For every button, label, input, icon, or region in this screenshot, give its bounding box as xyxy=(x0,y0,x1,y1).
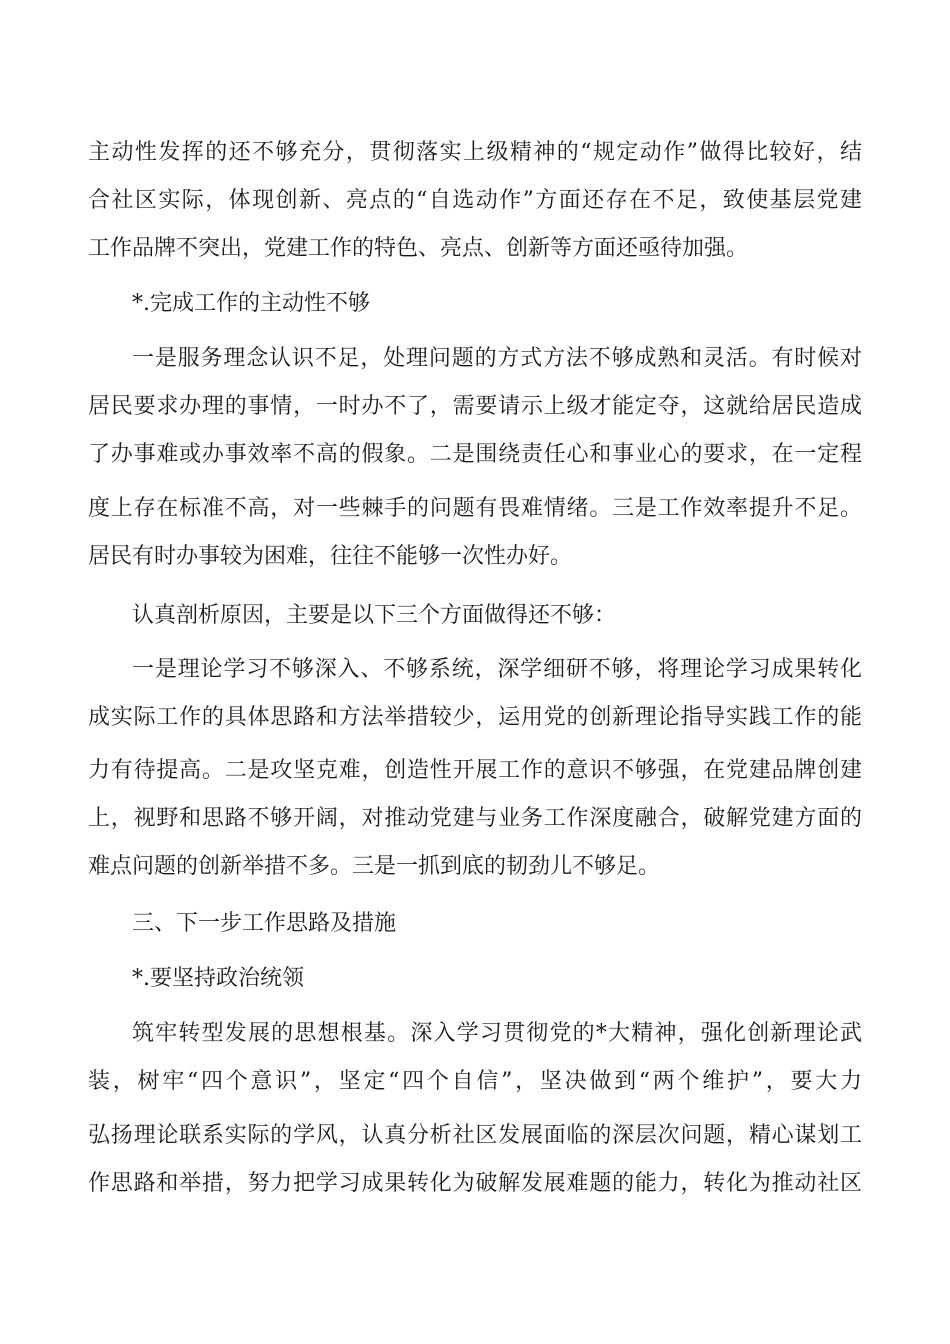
paragraph-line: 工作品牌不突出，党建工作的特色、亮点、创新等方面还亟待加强。 xyxy=(88,236,749,261)
paragraph-line: 居民要求办理的事情，一时办不了，需要请示上级才能定夺，这就给居民造成 xyxy=(88,394,862,419)
paragraph-line: 装，树牢“四个意识”，坚定“四个自信”，坚决做到“两个维护”，要大力 xyxy=(88,1069,862,1094)
section-heading: *.完成工作的主动性不够 xyxy=(132,291,370,316)
section-heading: *.要坚持政治统领 xyxy=(132,966,304,991)
paragraph-line: 上，视野和思路不够开阔，对推动党建与业务工作深度融合，破解党建方面的 xyxy=(88,806,862,831)
paragraph-line: 力有待提高。二是攻坚克难，创造性开展工作的意识不够强，在党建品牌创建 xyxy=(88,758,862,783)
paragraph-line: 认真剖析原因，主要是以下三个方面做得还不够： xyxy=(132,603,617,628)
paragraph-line: 成实际工作的具体思路和方法举措较少，运用党的创新理论指导实践工作的能 xyxy=(88,705,862,730)
paragraph-line: 居民有时办事较为困难，往往不能够一次性办好。 xyxy=(88,544,573,569)
paragraph-line: 主动性发挥的还不够充分，贯彻落实上级精神的“规定动作”做得比较好，结 xyxy=(88,140,862,165)
paragraph-line: 难点问题的创新举措不多。三是一抓到底的韧劲儿不够足。 xyxy=(88,854,661,879)
section-heading: 三、下一步工作思路及措施 xyxy=(132,911,397,936)
paragraph-line: 筑牢转型发展的思想根基。深入学习贯彻党的*大精神，强化创新理论武 xyxy=(132,1021,862,1046)
paragraph-line: 弘扬理论联系实际的学风，认真分析社区发展面临的深层次问题，精心谋划工 xyxy=(88,1123,862,1148)
paragraph-line: 一是理论学习不够深入、不够系统，深学细研不够，将理论学习成果转化 xyxy=(132,657,862,682)
paragraph-line: 作思路和举措，努力把学习成果转化为破解发展难题的能力，转化为推动社区 xyxy=(88,1171,862,1196)
paragraph-line: 度上存在标准不高，对一些棘手的问题有畏难情绪。三是工作效率提升不足。 xyxy=(88,496,862,521)
paragraph-line: 一是服务理念认识不足，处理问题的方式方法不够成熟和灵活。有时候对 xyxy=(132,346,862,371)
paragraph-line: 合社区实际，体现创新、亮点的“自选动作”方面还存在不足，致使基层党建 xyxy=(88,188,862,213)
paragraph-line: 了办事难或办事效率不高的假象。二是围绕责任心和事业心的要求，在一定程 xyxy=(88,442,862,467)
